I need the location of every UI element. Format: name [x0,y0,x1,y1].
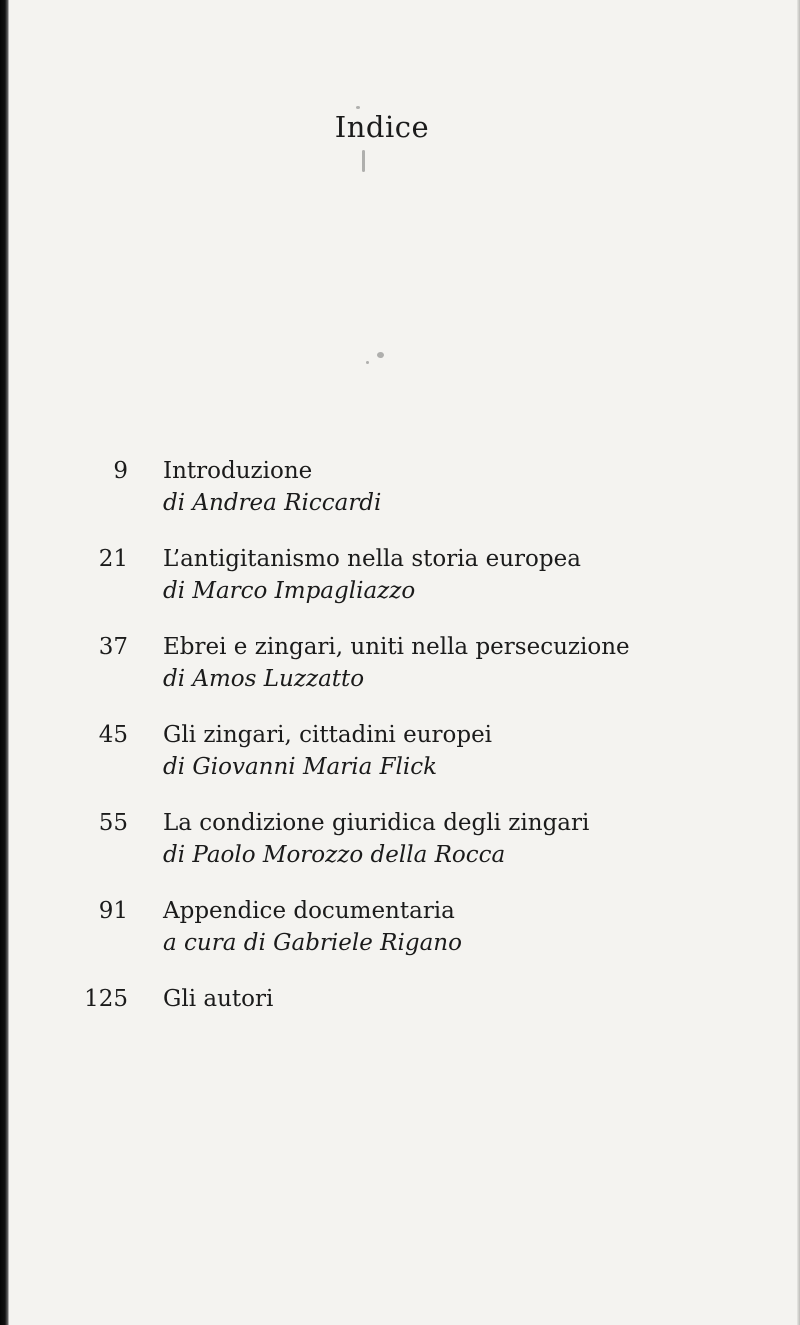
toc-author: di Amos Luzzatto [163,666,365,692]
toc-entry [0,983,800,1071]
toc-title: La condizione giuridica degli zingari [163,810,590,836]
toc-title: Gli zingari, cittadini europei [163,722,493,748]
toc-page-number: 9 [113,458,128,484]
toc-page-number: 45 [98,722,128,748]
ink-speck [377,352,384,358]
toc-author: a cura di Gabriele Rigano [163,930,462,956]
toc-entry [0,895,800,983]
toc-title: Gli autori [163,986,274,1012]
table-of-contents [0,455,800,1071]
toc-entry [0,543,800,631]
toc-page-number: 37 [98,634,128,660]
toc-title: Introduzione [163,458,313,484]
toc-author: di Andrea Riccardi [163,490,382,516]
ink-speck [366,361,369,364]
toc-title: L’antigitanismo nella storia europea [163,546,581,572]
toc-title: Ebrei e zingari, uniti nella persecuzione [163,634,630,660]
toc-entry [0,719,800,807]
toc-entry [0,455,800,543]
page-title: Indice [334,110,430,144]
toc-page-number: 55 [98,810,128,836]
toc-page-number: 91 [98,898,128,924]
ink-speck [356,106,360,109]
toc-page-number: 125 [84,986,128,1012]
toc-title: Appendice documentaria [163,898,455,924]
toc-author: di Marco Impagliazzo [163,578,416,604]
toc-entry [0,807,800,895]
toc-author: di Giovanni Maria Flick [163,754,438,780]
toc-entry [0,631,800,719]
toc-author: di Paolo Morozzo della Rocca [163,842,506,868]
toc-page-number: 21 [98,546,128,572]
ink-speck [362,150,365,172]
